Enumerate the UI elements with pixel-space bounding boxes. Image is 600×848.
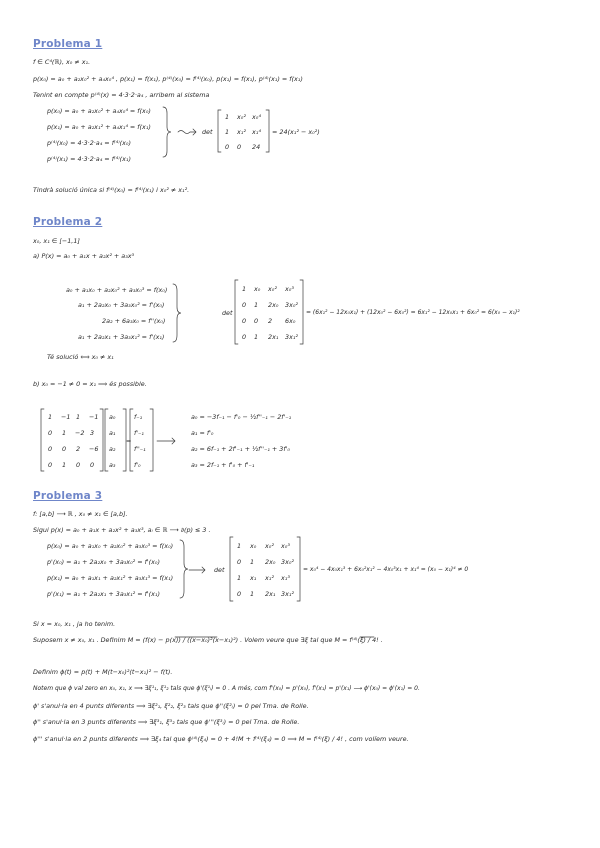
p3-sys-row: p(x₁) = a₀ + a₁x₁ + a₂x₁² + a₃x₁³ = f(x₁) (47, 574, 174, 582)
p2b-sol: a₃ = 2f₋₁ + f'₀ + f'₋₁ (191, 461, 255, 469)
p2-det-result: = (6x₁² − 12x₀x₁) + (12x₀² − 6x₀²) = 6x₁² − 12x₀x₁ + 6x₀² = 6(x₀ − x₁)² (306, 309, 520, 316)
p3-sys-row: p'(x₁) = a₁ + 2a₂x₁ + 3a₃x₁² = f'(x₁) (47, 590, 160, 598)
p3-s5: ϕ' s'anul·la en 4 punts diferents ⟹ ∃ξ²₁, ξ²₂, ξ²₃ tals que ϕ''(ξ²ᵢ) = 0 pel Tma. de Rolle. (33, 702, 309, 710)
p2-unique: Té solució ⟺ x₀ ≠ x₁ (47, 353, 114, 361)
p2-m-cell: 3x₀² (285, 301, 298, 309)
p2-m-cell: x₀² (268, 285, 277, 293)
p3-m-cell: 1 (237, 542, 242, 550)
p2-title: Problema 2 (33, 216, 103, 228)
p1-line3: Tenint en compte p⁽⁴⁾(x) = 4·3·2·a₄ , arribem al sistema (33, 91, 210, 99)
p3-det-label: det (214, 566, 225, 574)
p3-sys-row: p(x₀) = a₀ + a₁x₀ + a₂x₀² + a₃x₀³ = f(x₀) (47, 542, 174, 550)
p2-m-cell: 0 (242, 333, 247, 341)
p2-m-cell: 2x₀ (268, 301, 279, 309)
p2b-m-cell: 1 (62, 461, 67, 469)
p1-bracket-right (266, 110, 269, 152)
p2b-a-cell: a₁ (109, 429, 116, 437)
p2b-sol: a₂ = 6f₋₁ + 2f'₋₁ + ½f''₋₁ + 3f'₀ (191, 445, 290, 453)
p3-arrow (189, 567, 205, 573)
p3-line2: Sigui p(x) = a₀ + a₁x + a₂x² + a₃x³, aᵢ ∈ ℝ ⟶ ∂(p) ≤ 3 . (33, 526, 211, 534)
p2b-m-cell: 0 (76, 461, 81, 469)
p2b-f-cell: f'₋₁ (134, 429, 144, 437)
p2b-fvec-right (150, 409, 153, 471)
p2b-sol: a₀ = −3f₋₁ − f'₀ − ½f''₋₁ − 2f'₋₁ (191, 413, 292, 421)
p3-m-cell: 1 (250, 590, 255, 598)
p3-brace (180, 540, 188, 598)
p2-sys-row: a₁ + 2a₂x₁ + 3a₃x₁² = f'(x₁) (78, 333, 165, 341)
p2-bracket-right (300, 280, 303, 344)
p2-m-cell: 6x₀ (285, 317, 296, 325)
p2b-m-cell: −2 (75, 429, 85, 437)
p3-m-cell: 2x₀ (265, 558, 276, 566)
p2b-m-cell: 3 (90, 429, 95, 437)
p3-s4: Notem que ϕ val zero en x₀, x₁, x ⟹ ∃ξ¹₁, ξ¹₂ tals que ϕ'(ξ¹ᵢ) = 0 . A més, com f'(x₀) = p'(x₀), f'(x₁) = p'(x₁) ⟶ ϕ'(x₀) = ϕ'(x₁) = 0. (33, 685, 420, 692)
p2-m-cell: x₀ (254, 285, 261, 293)
p1-m-cell: 1 (225, 113, 230, 121)
p3-bracket-right (297, 537, 300, 601)
p1-sys-row: p(x₀) = a₀ + a₂x₀² + a₄x₀⁴ = f(x₀) (47, 107, 151, 115)
p2-m-cell: 1 (254, 301, 259, 309)
p3-m-cell: 1 (250, 558, 255, 566)
p3-s3: Definim ϕ(t) = p(t) + M(t−x₀)²(t−x₁)² − f(t). (33, 668, 173, 676)
p1-brace (163, 107, 171, 157)
p2-m-cell: 1 (254, 333, 259, 341)
p2-line2: a) P(x) = a₀ + a₁x + a₂x² + a₃x³ (33, 252, 135, 260)
p2b-m-cell: 1 (48, 413, 53, 421)
p1-bracket-left (218, 110, 221, 152)
p2-m-cell: x₀³ (285, 285, 294, 293)
p3-m-cell: 2x₁ (265, 590, 276, 598)
p1-conclusion: Tindrà solució única si f⁽⁴⁾(x₀) = f⁽⁴⁾(x₁) i x₀² ≠ x₁². (33, 186, 190, 194)
p1-m-cell: 0 (237, 143, 242, 151)
p2b-equals: = (126, 437, 132, 445)
p3-m-cell: x₁ (250, 574, 257, 582)
p1-m-cell: 1 (225, 128, 230, 136)
p2b-m-cell: 0 (62, 445, 67, 453)
p2b-f-cell: f''₋₁ (134, 445, 146, 453)
p2-line1: x₀, x₁ ∈ [−1,1] (33, 237, 80, 245)
p2b-m-cell: −6 (89, 445, 99, 453)
p1-m-cell: x₀² (237, 113, 246, 121)
p2-m-cell: 2 (268, 317, 273, 325)
p3-bracket-left (230, 537, 233, 601)
p2b-a-cell: a₃ (109, 461, 116, 469)
p3-line1: f: [a,b] ⟶ ℝ , x₀ ≠ x₁ ∈ [a,b]. (33, 510, 128, 518)
p2b-a-cell: a₂ (109, 445, 116, 453)
p3-m-cell: x₀² (265, 542, 274, 550)
p1-arrow (178, 129, 196, 135)
p1-m-cell: x₁² (237, 128, 246, 136)
p2b-m-cell: −1 (89, 413, 99, 421)
p3-s2: Suposem x ≠ x₀, x₁ . Definim M = (f(x) − p(x)) / ((x−x₀)²(x−x₁)²) . Volem veure que ∃ξ tal que M = f⁽⁴⁾(ξ) / 4! . (33, 636, 383, 644)
p3-m-cell: x₀ (250, 542, 257, 550)
p2-det-label: det (222, 309, 233, 317)
p2b-m-cell: 1 (62, 429, 67, 437)
p1-sys-row: p⁽⁴⁾(x₀) = 4·3·2·a₄ = f⁽⁴⁾(x₀) (47, 139, 131, 147)
p2b-arrow (157, 438, 175, 444)
p2b-sol: a₁ = f'₀ (191, 429, 214, 437)
p3-m-cell: 1 (237, 574, 242, 582)
p2-sys-row: 2a₂ + 6a₃x₀ = f''(x₀) (102, 317, 166, 325)
p3-s6: ϕ'' s'anul·la en 3 punts diferents ⟹ ∃ξ³₁, ξ³₂ tals que ϕ'''(ξ³ᵢ) = 0 pel Tma. de Rolle. (33, 718, 300, 726)
p3-m-cell: x₀³ (281, 542, 290, 550)
p3-m-cell: 3x₁² (281, 590, 294, 598)
p1-line2: p(x₀) = a₀ + a₂x₀² + a₄x₀⁴ , p(x₁) = f(x₁), p⁽⁴⁾(x₀) = f⁽⁴⁾(x₀), p(x₁) = f(x₁), p⁽⁴⁾(x₁) = f(x₁) (33, 75, 303, 83)
p2-m-cell: 0 (242, 301, 247, 309)
p1-m-cell: x₁⁴ (252, 128, 261, 136)
p2b-bracket-left (41, 409, 44, 471)
p1-sys-row: p⁽⁴⁾(x₁) = 4·3·2·a₄ = f⁽⁴⁾(x₁) (47, 155, 131, 163)
p2b-m-cell: 0 (48, 445, 53, 453)
p2-sys-row: a₀ + a₁x₀ + a₂x₀² + a₃x₀³ = f(x₀) (66, 286, 168, 294)
p1-m-cell: 0 (225, 143, 230, 151)
p2-m-cell: 1 (242, 285, 247, 293)
p2b-m-cell: −1 (61, 413, 71, 421)
p2-sys-row: a₁ + 2a₂x₀ + 3a₃x₀² = f'(x₀) (78, 301, 165, 309)
p2b-a-cell: a₀ (109, 413, 116, 421)
p1-line1: f ∈ C⁴(ℝ), x₀ ≠ x₁. (33, 58, 91, 66)
p2b-avec-left (105, 409, 108, 471)
p3-m-cell: 3x₀² (281, 558, 294, 566)
p2b-m-cell: 0 (48, 429, 53, 437)
p2-brace (173, 284, 181, 342)
p3-m-cell: x₁³ (281, 574, 290, 582)
p2-m-cell: 3x₁² (285, 333, 298, 341)
p1-title: Problema 1 (33, 38, 103, 50)
p3-m-cell: x₁² (265, 574, 274, 582)
p2b-bracket-right (100, 409, 103, 471)
p2b-m-cell: 0 (90, 461, 95, 469)
p3-det-result: = x₀⁴ − 4x₀x₁³ + 6x₀²x₁² − 4x₀³x₁ + x₁⁴ = (x₀ − x₁)⁴ ≠ 0 (303, 566, 469, 573)
p1-m-cell: 24 (252, 143, 261, 151)
p2b-m-cell: 1 (76, 413, 81, 421)
p2b-m-cell: 0 (48, 461, 53, 469)
p2-m-cell: 0 (254, 317, 259, 325)
p3-sys-row: p'(x₀) = a₁ + 2a₂x₀ + 3a₃x₀² = f'(x₀) (47, 558, 160, 566)
p3-m-cell: 0 (237, 558, 242, 566)
p2-bracket-left (235, 280, 238, 344)
p1-m-cell: x₀⁴ (252, 113, 261, 121)
p2b-f-cell: f₋₁ (134, 413, 143, 421)
p2b-f-cell: f'₀ (134, 461, 141, 469)
p3-title: Problema 3 (33, 490, 103, 502)
p3-m-cell: 0 (237, 590, 242, 598)
p2b-m-cell: 2 (76, 445, 81, 453)
p3-s7: ϕ''' s'anul·la en 2 punts diferents ⟹ ∃ξ₄ tal que ϕ⁽⁴⁾(ξ₄) = 0 + 4!M + f⁽⁴⁾(ξ₄) = 0 ⟹ M = f⁽⁴⁾(ξ) / 4! , com volíem veure. (33, 735, 409, 743)
p1-det-label: det (202, 128, 213, 136)
p2-m-cell: 0 (242, 317, 247, 325)
p2-m-cell: 2x₁ (268, 333, 279, 341)
p2-b-line: b) x₀ = −1 ≠ 0 = x₁ ⟹ és possible. (33, 380, 147, 388)
p1-det-result: = 24(x₁² − x₀²) (272, 128, 320, 136)
p3-s1: Si x = x₀, x₁ , ja ho tenim. (33, 620, 116, 628)
p1-sys-row: p(x₁) = a₀ + a₂x₁² + a₄x₁⁴ = f(x₁) (47, 123, 151, 131)
